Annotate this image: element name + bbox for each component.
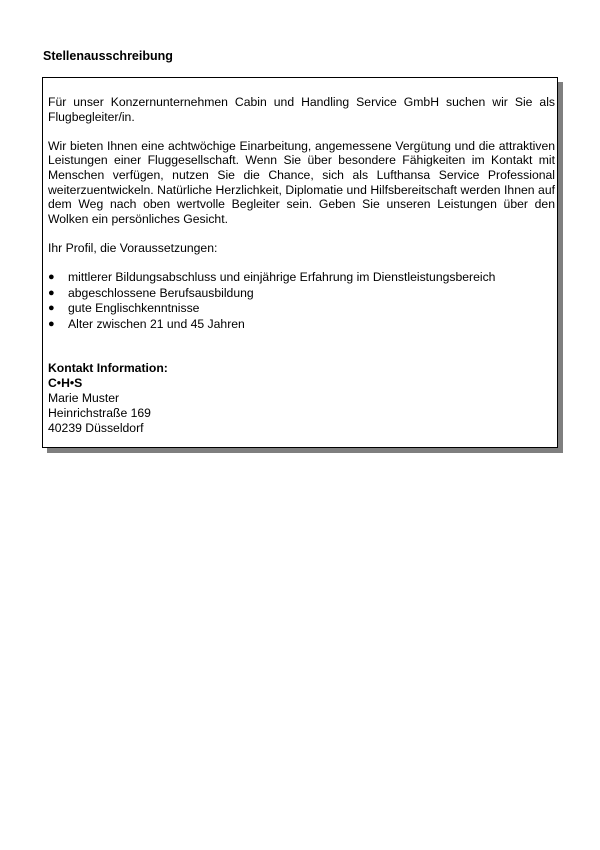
contact-street: Heinrichstraße 169 [48, 406, 151, 421]
contact-block [48, 361, 555, 436]
contact-title: Kontakt Information: [48, 361, 168, 376]
requirement-text: abgeschlossene Berufsausbildung [68, 285, 254, 300]
requirement-item [48, 270, 555, 286]
offer-paragraph: Wir bieten Ihnen eine achtwöchige Einarbeitung, angemessene Vergütung und die attraktiven Leistungen einer Fluggesellschaft. Wenn Sie über besondere Fähigkeiten im Kontakt mit Menschen verfügen, nutzen Sie die Chance, sich als Lufthansa Service Professional weiterzuentwickeln. Natürliche Herzlichkeit, Diplomatie und Hilfsbereitschaft werden Ihnen auf dem Weg nach oben wertvolle Begleiter sein. Geben Sie unseren Leistungen über den Wolken ein persönliches Gesicht. [48, 138, 555, 226]
requirement-item [48, 301, 555, 317]
bullet-icon: ● [48, 286, 55, 299]
contact-company: C•H•S [48, 376, 83, 391]
requirement-text: Alter zwischen 21 und 45 Jahren [68, 316, 245, 331]
profile-intro: Ihr Profil, die Voraussetzungen: [48, 240, 218, 255]
requirement-text: mittlerer Bildungsabschluss und einjährige Erfahrung im Dienstleistungsbereich [68, 270, 496, 285]
intro-paragraph: Für unser Konzernunternehmen Cabin und Handling Service GmbH suchen wir Sie als Flugbegleiter/in. [48, 95, 555, 124]
bullet-icon: ● [48, 271, 55, 284]
bullet-icon: ● [48, 317, 55, 330]
job-ad-content [48, 95, 555, 436]
job-ad-box [42, 77, 558, 448]
contact-name: Marie Muster [48, 391, 120, 406]
requirement-item [48, 286, 555, 302]
requirement-text: gute Englischkenntnisse [68, 301, 200, 316]
page-title: Stellenausschreibung [43, 49, 173, 63]
bullet-icon: ● [48, 302, 55, 315]
requirement-item [48, 317, 555, 333]
requirements-list [48, 270, 555, 332]
contact-city: 40239 Düsseldorf [48, 421, 144, 436]
